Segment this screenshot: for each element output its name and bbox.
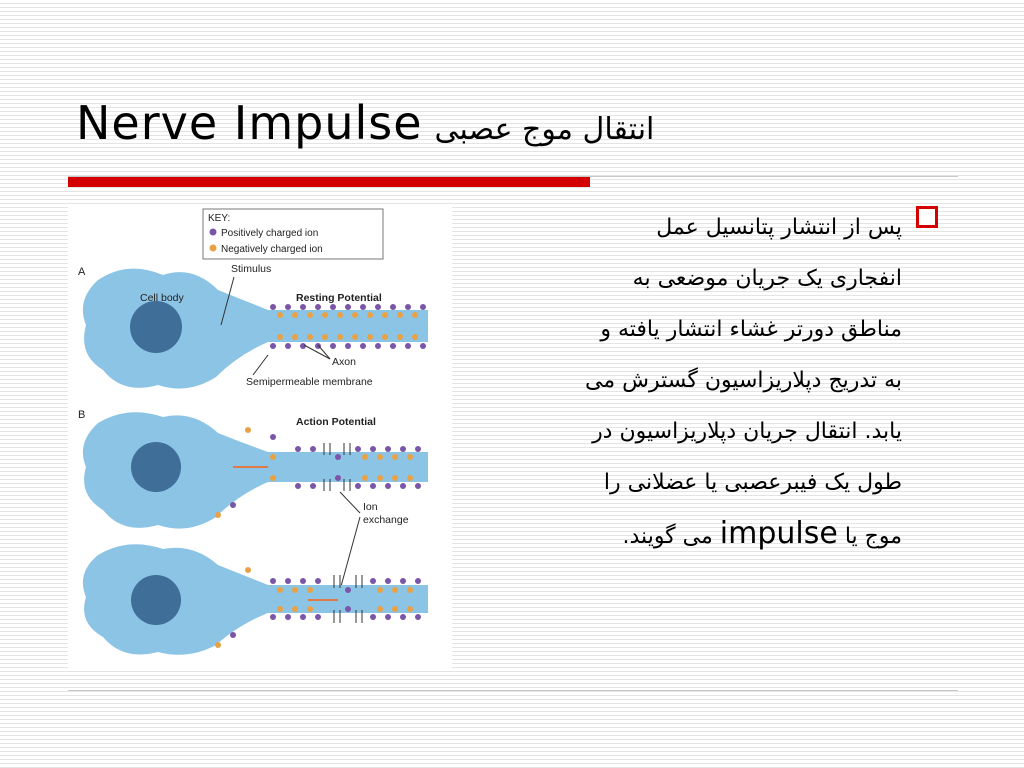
nerve-impulse-diagram	[68, 205, 452, 668]
key-positive-label: Positively charged ion	[221, 228, 319, 239]
bullet-line-4: به تدریج دپلاریزاسیون گسترش می	[584, 368, 902, 393]
panel-c	[83, 544, 428, 655]
exchange-label: exchange	[363, 514, 409, 526]
key-title: KEY:	[208, 213, 231, 224]
stimulus-label: Stimulus	[231, 263, 272, 275]
slide-title	[76, 96, 654, 150]
resting-potential-label: Resting Potential	[296, 292, 382, 304]
negative-ion-icon	[210, 245, 217, 252]
bullet-line-6: طول یک فیبرعصبی یا عضلانی را	[603, 470, 902, 495]
key-negative-label: Negatively charged ion	[221, 244, 323, 255]
axon-label: Axon	[332, 356, 356, 368]
title-underline-red	[68, 177, 590, 187]
diagram-svg	[68, 205, 452, 668]
bullet-line-3: مناطق دورتر غشاء انتشار یافته و	[600, 317, 902, 342]
bullet-line-7-suffix: می گویند.	[622, 524, 713, 549]
bullet-line-2: انفجاری یک جریان موضعی به	[632, 266, 902, 291]
ion-label: Ion	[363, 501, 378, 513]
footer-rule	[68, 690, 958, 691]
key-legend	[203, 209, 383, 259]
cell-body-label: Cell body	[140, 292, 184, 304]
positive-ion-icon	[210, 229, 217, 236]
membrane-label: Semipermeable membrane	[246, 376, 373, 388]
nucleus-a	[130, 301, 182, 353]
panel-a	[78, 263, 428, 389]
bullet-square-icon	[916, 206, 938, 228]
panel-a-label: A	[78, 266, 86, 278]
title-persian: انتقال موج عصبی	[434, 112, 655, 147]
bullet-text	[470, 202, 902, 562]
bullet-line-7-prefix: موج یا	[844, 524, 902, 549]
bullet-line-1: پس از انتشار پتانسیل عمل	[656, 215, 902, 240]
action-potential-label: Action Potential	[296, 416, 376, 428]
ion-exchange-callout	[340, 492, 409, 590]
panel-b-label: B	[78, 409, 86, 421]
bullet-impulse-word: impulse	[719, 516, 838, 551]
bullet-line-5: یابد. انتقال جریان دپلاریزاسیون در	[592, 419, 902, 444]
title-english: Nerve Impulse	[76, 96, 423, 150]
